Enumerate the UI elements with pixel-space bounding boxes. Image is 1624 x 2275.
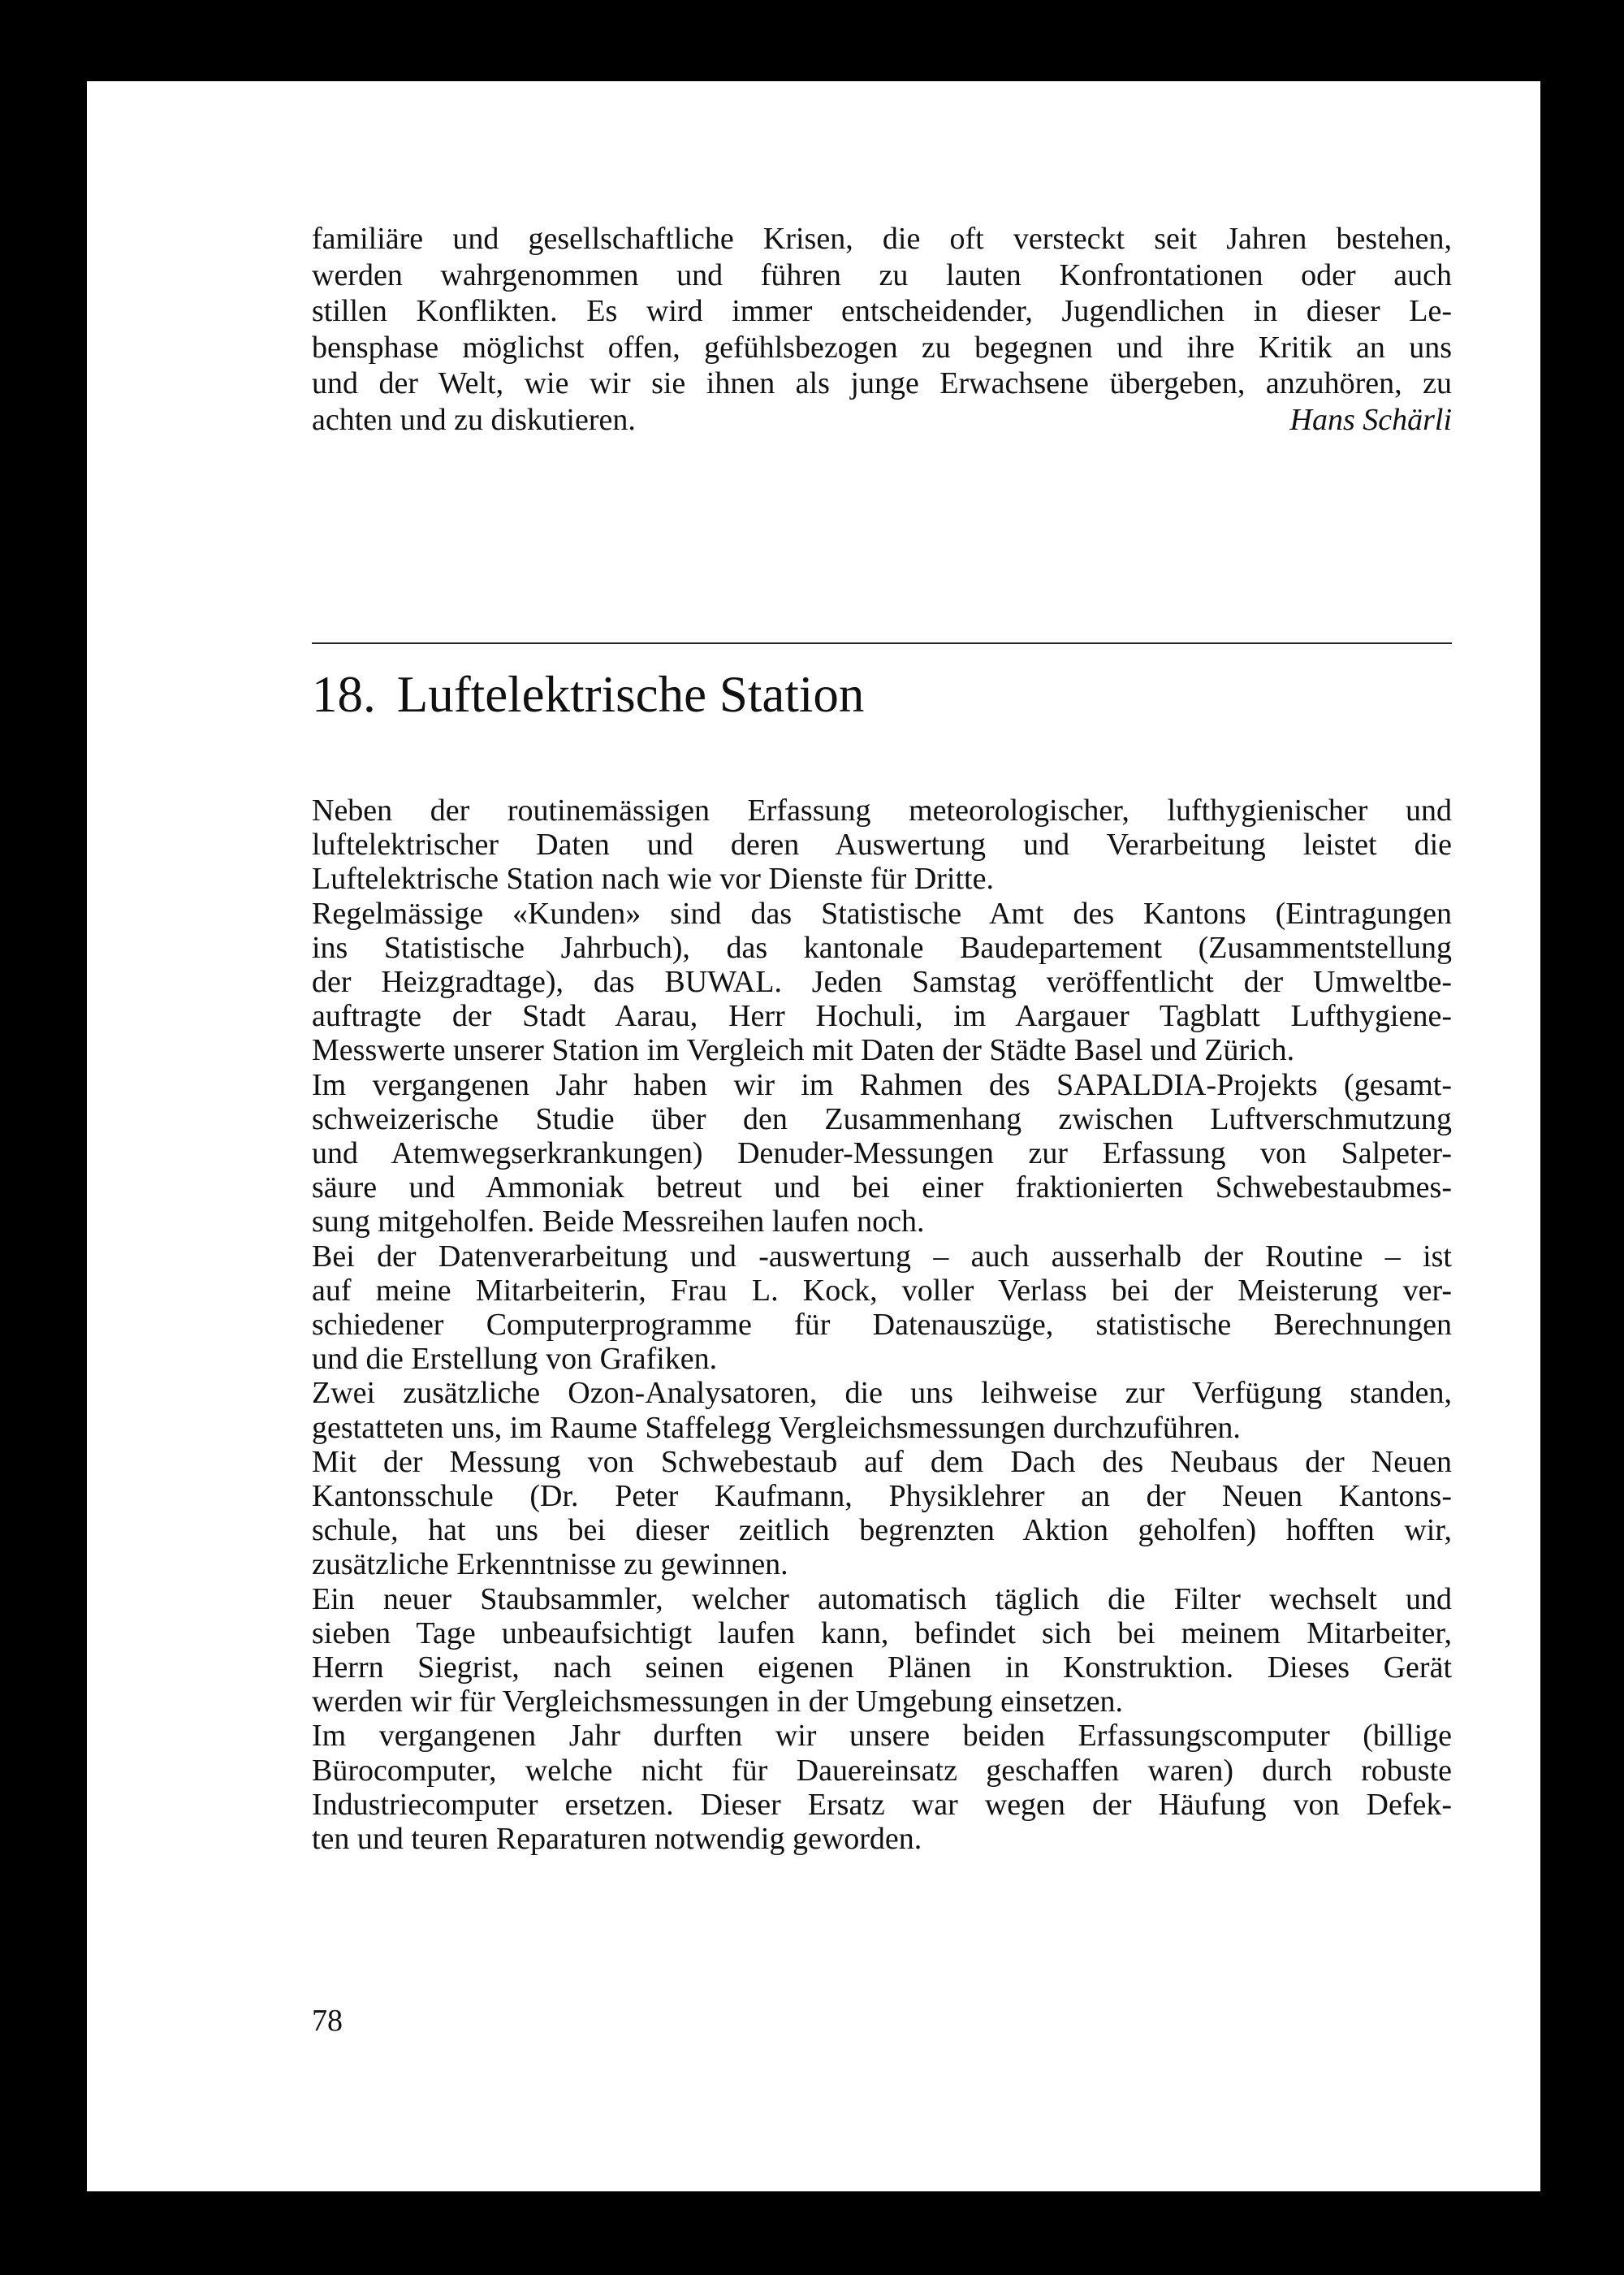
intro-line: familiäre und gesellschaftliche Krisen, die oft versteckt seit Jahren bestehen, — [312, 222, 1452, 256]
body-line: zusätzliche Erkenntnisse zu gewinnen. — [312, 1547, 788, 1582]
author-signature: Hans Schärli — [1289, 402, 1452, 437]
section-title: Luftelektrische Station — [396, 666, 865, 723]
body-line: und Atemwegserkrankungen) Denuder-Messungen zur Erfassung von Salpeter- — [312, 1136, 1452, 1171]
body-line: schweizerische Studie über den Zusammenhang zwischen Luftverschmutzung — [312, 1101, 1452, 1136]
body-line: säure und Ammoniak betreut und bei einer fraktionierten Schwebestaubmes- — [312, 1170, 1452, 1205]
body-line: Industriecomputer ersetzen. Dieser Ersatz war wegen der Häufung von Defek- — [312, 1787, 1452, 1822]
body-line: Mit der Messung von Schwebestaub auf dem Dach des Neubaus der Neuen — [312, 1444, 1452, 1479]
body-line: ins Statistische Jahrbuch), das kantonale Baudepartement (Zusammentstellung — [312, 930, 1452, 965]
body-line: sieben Tage unbeaufsichtigt laufen kann, befindet sich bei meinem Mitarbeiter, — [312, 1615, 1452, 1650]
section-heading — [312, 662, 864, 727]
body-line: Bürocomputer, welche nicht für Dauereinsatz geschaffen waren) durch robuste — [312, 1753, 1452, 1788]
body-line: auftragte der Stadt Aarau, Herr Hochuli, im Aargauer Tagblatt Lufthygiene- — [312, 999, 1452, 1034]
body-line: schule, hat uns bei dieser zeitlich begrenzten Aktion geholfen) hofften wir, — [312, 1513, 1452, 1548]
body-line: werden wir für Vergleichsmessungen in der Umgebung einsetzen. — [312, 1685, 1123, 1719]
body-line: Luftelektrische Station nach wie vor Dienste für Dritte. — [312, 862, 994, 897]
body-line: sung mitgeholfen. Beide Messreihen laufen noch. — [312, 1205, 925, 1239]
body-line: schiedener Computerprogramme für Datenauszüge, statistische Berechnungen — [312, 1308, 1452, 1343]
body-line: ten und teuren Reparaturen notwendig geworden. — [312, 1822, 922, 1857]
intro-line: bensphase möglichst offen, gefühlsbezogen zu begegnen und ihre Kritik an uns — [312, 330, 1452, 365]
body-line: Herrn Siegrist, nach seinen eigenen Plänen in Konstruktion. Dieses Gerät — [312, 1650, 1452, 1685]
body-line: Regelmässige «Kunden» sind das Statistische Amt des Kantons (Eintragungen — [312, 896, 1452, 931]
section-number: 18. — [312, 666, 376, 723]
section-divider — [312, 642, 1452, 644]
body-line: Ein neuer Staubsammler, welcher automatisch täglich die Filter wechselt und — [312, 1581, 1452, 1616]
body-line: gestatteten uns, im Raume Staffelegg Vergleichsmessungen durchzuführen. — [312, 1410, 1241, 1445]
intro-line: und der Welt, wie wir sie ihnen als junge Erwachsene übergeben, anzuhören, zu — [312, 366, 1452, 400]
body-line: Im vergangenen Jahr haben wir im Rahmen des SAPALDIA-Projekts (gesamt- — [312, 1067, 1452, 1102]
document-page — [87, 81, 1540, 2191]
intro-line: werden wahrgenommen und führen zu lauten Konfrontationen oder auch — [312, 257, 1452, 292]
body-line: luftelektrischer Daten und deren Auswertung und Verarbeitung leistet die — [312, 828, 1452, 863]
body-line: Im vergangenen Jahr durften wir unsere beiden Erfassungscomputer (billige — [312, 1719, 1452, 1754]
body-line: Zwei zusätzliche Ozon-Analysatoren, die uns leihweise zur Verfügung standen, — [312, 1376, 1452, 1411]
intro-final-text: achten und zu diskutieren. — [312, 402, 636, 437]
body-line: Messwerte unserer Station im Vergleich mit Daten der Städte Basel und Zürich. — [312, 1033, 1295, 1068]
body-line: Bei der Datenverarbeitung und -auswertung – auch ausserhalb der Routine – ist — [312, 1239, 1452, 1274]
body-line: der Heizgradtage), das BUWAL. Jeden Samstag veröffentlicht der Umweltbe- — [312, 965, 1452, 1000]
intro-line: stillen Konflikten. Es wird immer entscheidender, Jugendlichen in dieser Le- — [312, 294, 1452, 328]
intro-final-line — [312, 402, 1452, 439]
page-number: 78 — [312, 2004, 343, 2038]
body-line: und die Erstellung von Grafiken. — [312, 1342, 718, 1377]
body-line: auf meine Mitarbeiterin, Frau L. Kock, voller Verlass bei der Meisterung ver- — [312, 1273, 1452, 1308]
body-line: Neben der routinemässigen Erfassung meteorologischer, lufthygienischer und — [312, 794, 1452, 828]
body-line: Kantonsschule (Dr. Peter Kaufmann, Physiklehrer an der Neuen Kantons- — [312, 1479, 1452, 1514]
intro-paragraph — [312, 221, 1452, 438]
section-body — [312, 794, 1452, 1856]
